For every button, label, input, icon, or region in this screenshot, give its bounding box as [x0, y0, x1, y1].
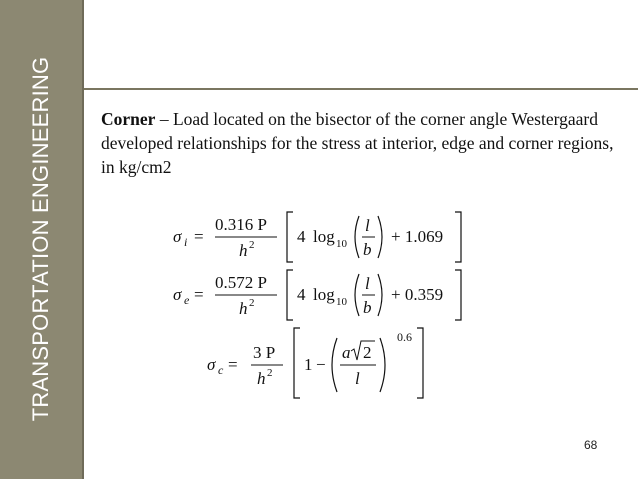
exponent: 2 — [249, 239, 255, 251]
fraction-denominator: b — [363, 298, 372, 317]
left-paren — [332, 338, 337, 392]
constant-one: 1 — [304, 355, 313, 374]
log-function: log — [313, 227, 335, 246]
right-bracket — [455, 270, 461, 320]
numerator: 3 P — [253, 343, 276, 362]
sigma-symbol: σ — [207, 355, 216, 374]
formula-block — [165, 200, 485, 410]
constant: + 1.069 — [391, 227, 444, 246]
left-paren — [355, 274, 359, 316]
fraction-numerator: l — [365, 274, 370, 293]
log-base: 10 — [336, 296, 347, 308]
equation-edge — [173, 270, 461, 320]
fraction-denominator: l — [355, 369, 360, 388]
exponent: 0.6 — [397, 330, 412, 344]
exponent: 2 — [267, 367, 273, 379]
sigma-symbol: σ — [173, 227, 182, 246]
log-function: log — [313, 285, 335, 304]
left-bracket — [287, 270, 293, 320]
right-bracket — [455, 212, 461, 262]
denominator: h — [239, 299, 248, 318]
left-bracket — [287, 212, 293, 262]
coefficient: 4 — [297, 227, 306, 246]
constant: + 0.359 — [391, 285, 444, 304]
right-paren — [378, 274, 382, 316]
fraction-numerator: l — [365, 216, 370, 235]
equals-sign: = — [228, 355, 238, 374]
right-bracket — [417, 328, 423, 398]
top-rule — [84, 88, 638, 90]
fraction-denominator: b — [363, 240, 372, 259]
equation-corner — [207, 328, 423, 398]
body-text-rest: – Load located on the bisector of the corner angle Westergaard developed relationships for the stress at interior, edge and corner regions, in kg/cm2 — [101, 109, 614, 177]
exponent: 2 — [249, 297, 255, 309]
coefficient: 4 — [297, 285, 306, 304]
subscript: c — [218, 363, 224, 377]
log-base: 10 — [336, 238, 347, 250]
right-paren — [380, 338, 385, 392]
equals-sign: = — [194, 285, 204, 304]
numerator: 0.572 P — [215, 273, 267, 292]
sidebar-divider — [82, 0, 84, 479]
variable-a: a — [342, 343, 351, 362]
denominator: h — [257, 369, 266, 388]
left-paren — [355, 216, 359, 258]
body-paragraph — [101, 107, 621, 179]
numerator: 0.316 P — [215, 215, 267, 234]
sqrt-argument: 2 — [363, 343, 372, 362]
sidebar-band — [0, 0, 82, 479]
sidebar-title: TRANSPORTATION ENGINEERING — [28, 56, 53, 422]
sigma-symbol: σ — [173, 285, 182, 304]
equation-interior — [173, 212, 461, 262]
denominator: h — [239, 241, 248, 260]
subscript: e — [184, 293, 190, 307]
equals-sign: = — [194, 227, 204, 246]
page-number: 68 — [584, 438, 598, 452]
minus-sign: − — [316, 355, 326, 374]
left-bracket — [294, 328, 300, 398]
lead-term: Corner — [101, 109, 156, 129]
right-paren — [378, 216, 382, 258]
subscript: i — [184, 235, 188, 249]
